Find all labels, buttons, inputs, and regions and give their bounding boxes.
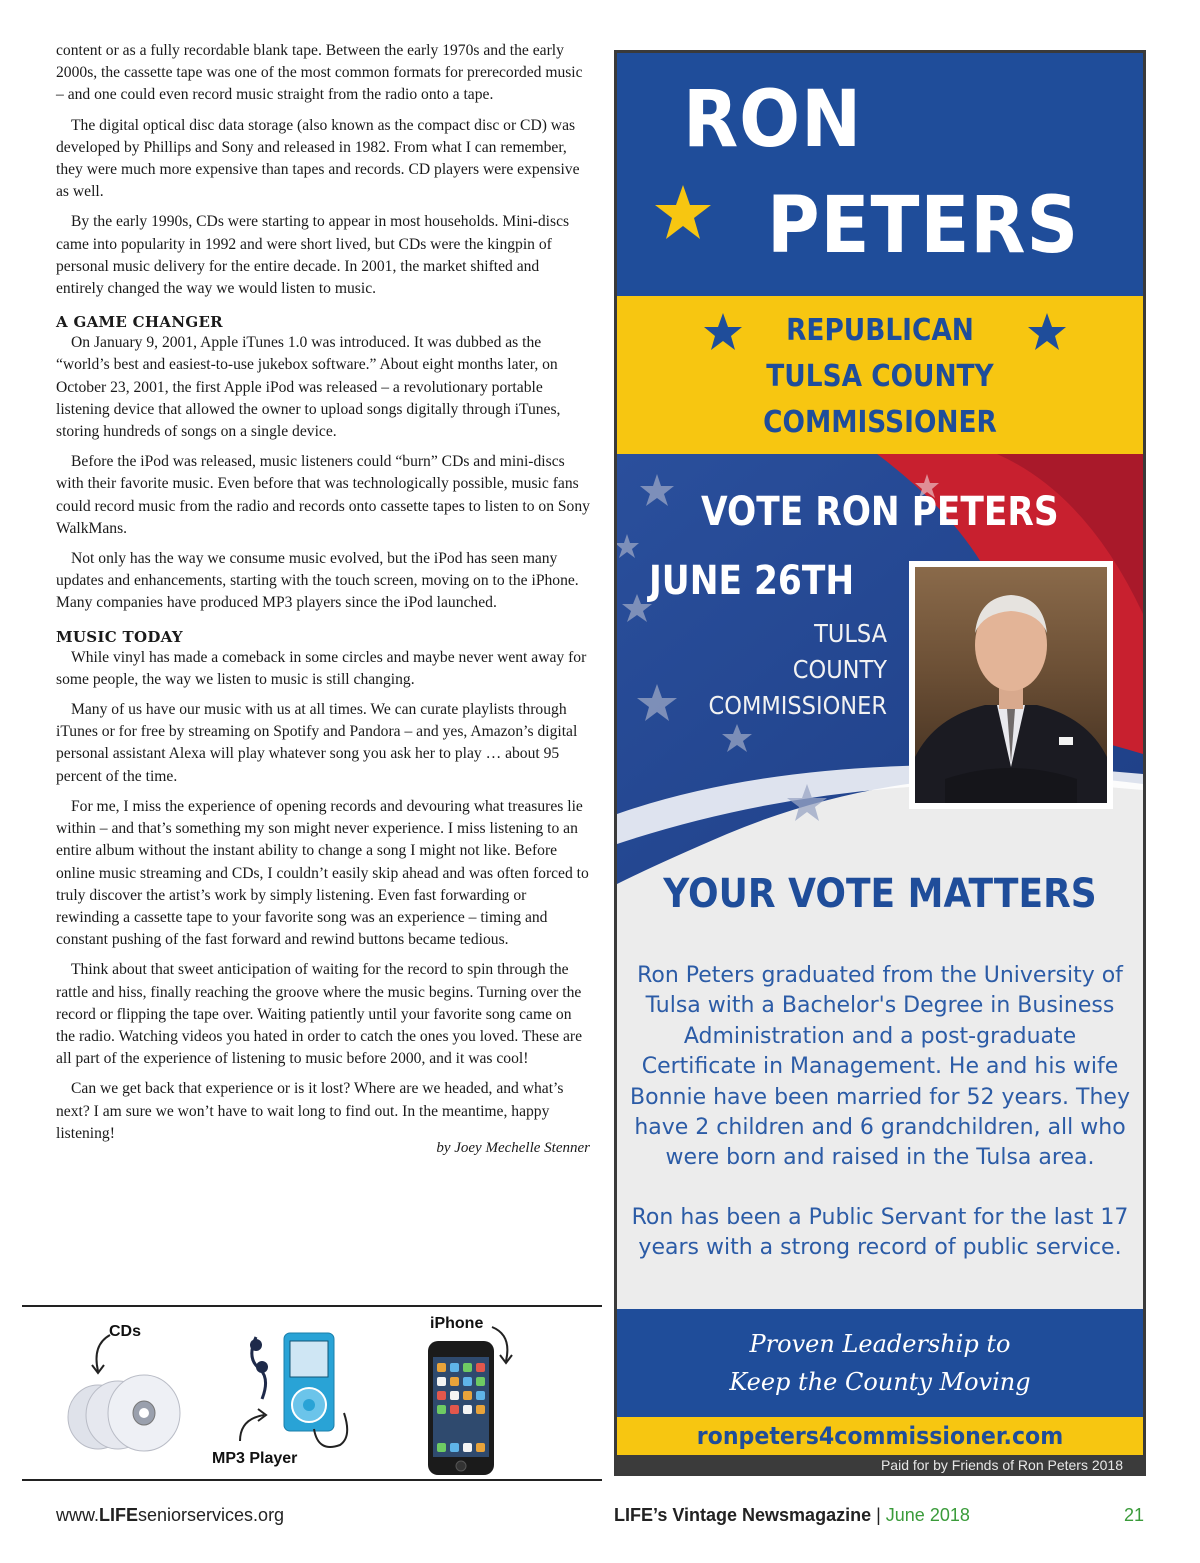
- ad-url-banner: [617, 1417, 1143, 1455]
- section-heading-music-today: MUSIC TODAY: [56, 627, 183, 646]
- office-small-line: COMMISSIONER: [708, 691, 887, 720]
- slogan-line: Proven Leadership to: [749, 1330, 1011, 1358]
- iphone-icon: [426, 1339, 498, 1479]
- footer-separator: |: [871, 1505, 886, 1525]
- slogan-line: Keep the County Moving: [729, 1368, 1031, 1396]
- footer-site-suffix: seniorservices.org: [138, 1505, 285, 1525]
- candidate-first-name: RON: [683, 75, 863, 165]
- candidate-portrait-icon: [915, 567, 1107, 803]
- footer-magazine-name: LIFE’s Vintage Newsmagazine: [614, 1505, 872, 1525]
- paid-for-disclaimer: Paid for by Friends of Ron Peters 2018: [880, 1457, 1123, 1473]
- footer-website[interactable]: [56, 1505, 284, 1526]
- candidate-service: Ron has been a Public Servant for the last 17 years with a strong record of public service.: [631, 1205, 1129, 1261]
- article-column: [56, 40, 590, 1159]
- curved-arrow-icon: [234, 1407, 274, 1447]
- devices-illustration: [22, 1305, 602, 1481]
- footer-site-prefix: www.: [56, 1505, 100, 1525]
- footer-issue-date: June 2018: [885, 1505, 970, 1525]
- article-paragraph: content or as a fully recordable blank tape. Between the early 1970s and the early 2000s, the cassette tape was one of the most common formats for prerecorded music – and one could even record music straight from the radio onto a tape.: [56, 42, 583, 104]
- office-small-line: COUNTY: [792, 655, 887, 684]
- article-paragraph: Not only has the way we consume music evolved, but the iPod has seen many updates and enhancements, starting with the touch screen, moving on to the iPhone. Many companies have produced MP3 players since the iPod launched.: [56, 550, 579, 612]
- party-label: REPUBLICAN: [786, 313, 974, 348]
- footer-site-brand: LIFE: [99, 1505, 139, 1525]
- article-paragraph: On January 9, 2001, Apple iTunes 1.0 was introduced. It was dubbed as the “world’s best and easiest-to-use jukebox software.” About eight months later, on October 23, 2001, the first Apple iPod was released – a revolutionary portable listening device that allowed the owner to upload songs digitally through iTunes, storing hundreds of songs on a single device.: [56, 334, 561, 441]
- ad-slogan-banner: [617, 1309, 1143, 1417]
- candidate-last-name: PETERS: [767, 181, 1080, 271]
- candidate-bio: Ron Peters graduated from the University of Tulsa with a Bachelor's Degree in Business Administration and a post-graduate Certificate in Management. He and his wife Bonnie have been married for 52 years. They have 2 children and 6 grandchildren, all who were born and raised in the Tulsa area.: [630, 963, 1130, 1171]
- article-paragraph: For me, I miss the experience of opening records and devouring what treasures lie within – and that’s something my son might never experience. I miss listening to an entire album without the instant ability to change a song I might not like. Before online music streaming and CDs, I couldn’t easily skip ahead and was often forced to truly discover the artist’s work by simply listening. Even fast forwarding or rewinding a cassette tape to your favorite song was an experience – timing and constant pushing of the fast forward and rewind buttons became tedious.: [56, 797, 589, 949]
- article-paragraph: By the early 1990s, CDs were starting to appear in most households. Mini-discs came into popularity in 1992 and were short lived, but CDs were the kingpin of personal music delivery for the entire decade. In 2001, the market shifted and entirely changed the way we would listen to music.: [56, 213, 570, 298]
- ad-header: [617, 53, 1143, 296]
- mp3-player-label: MP3 Player: [212, 1450, 298, 1467]
- section-heading-game-changer: A GAME CHANGER: [56, 313, 223, 332]
- article-paragraph: Can we get back that experience or is it lost? Where are we headed, and what’s next? I am sure we won’t have to wait long to find out. In the meantime, happy listening!: [56, 1080, 564, 1142]
- election-date: JUNE 26TH: [649, 558, 855, 604]
- star-icon: [653, 183, 713, 243]
- your-vote-matters-headline: YOUR VOTE MATTERS: [663, 871, 1097, 917]
- article-paragraph: Think about that sweet anticipation of waiting for the record to spin through the rattle and hiss, finally reaching the groove where the music begins. Turning over the record or flipping the tape over. Waiting patiently until your favorite song came on the radio. Watching videos you hated in order to catch the ones you loved. These are all part of the experience of listening to music before 2000, and it was cool!: [56, 961, 583, 1068]
- office-small-line: TULSA: [814, 619, 887, 648]
- page-footer: [0, 1505, 1200, 1535]
- footer-publication: [614, 1505, 970, 1526]
- candidate-photo: [909, 561, 1113, 809]
- curved-arrow-icon: [88, 1329, 118, 1379]
- campaign-advertisement: [614, 50, 1146, 1476]
- byline: by Joey Mechelle Stenner: [436, 1139, 590, 1156]
- ad-office-banner: [617, 296, 1143, 454]
- cds-label: CDs: [109, 1323, 142, 1340]
- article-paragraph: Before the iPod was released, music listeners could “burn” CDs and mini-discs with their favorite music. Even before that was technologically possible, music fans could record music from the radio and records onto cassette tapes to listen to on Sony WalkMans.: [56, 453, 590, 537]
- article-paragraph: While vinyl has made a comeback in some circles and maybe never went away for some people, the way we listen to music is still changing.: [56, 648, 587, 688]
- article-paragraph: The digital optical disc data storage (also known as the compact disc or CD) was developed by Phillips and Sony and released in 1982. From what I can remember, they were much more expensive than tapes and records. CD players were expensive as well.: [56, 116, 580, 201]
- office-label: TULSA COUNTY COMMISSIONER: [763, 359, 997, 440]
- vote-headline: VOTE RON PETERS: [701, 489, 1059, 535]
- office-small-text: [698, 616, 887, 724]
- page-number: 21: [1124, 1505, 1145, 1525]
- paid-for-bar: [617, 1455, 1143, 1476]
- iphone-label: iPhone: [430, 1315, 484, 1332]
- cd-discs-icon: [66, 1373, 186, 1455]
- campaign-website-link[interactable]: ronpeters4commissioner.com: [696, 1422, 1064, 1450]
- article-paragraph: Many of us have our music with us at all times. We can curate playlists through iTunes or for free by streaming on Spotify and Pandora – and yes, Amazon’s digital personal assistant Alexa will play whatever song you ask her to play … about 95 percent of the time.: [56, 701, 578, 785]
